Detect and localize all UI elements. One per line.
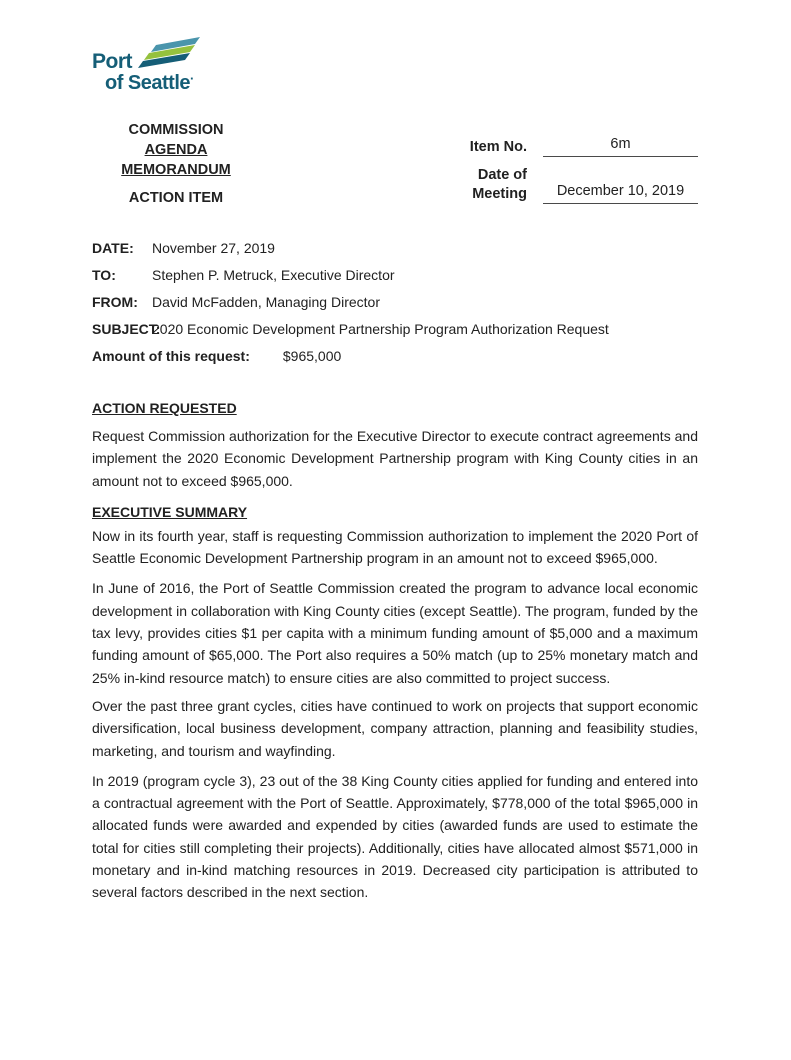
- date-of-meeting-value: December 10, 2019: [543, 183, 698, 204]
- paragraph: Now in its fourth year, staff is requesting Commission authorization to implement the 2020 Port of Seattle Economic Development Partnership program in an amount not to exceed $965,000.: [92, 527, 698, 567]
- memo-field-label: DATE:: [92, 240, 134, 256]
- logo-text-of-seattle-label: of Seattle: [105, 72, 191, 94]
- item-no-value: 6m: [543, 136, 698, 157]
- logo-text-port: Port: [92, 50, 132, 73]
- section-heading-action-requested: [92, 397, 698, 419]
- commission-title: COMMISSION: [128, 122, 224, 138]
- memo-field-value: David McFadden, Managing Director: [152, 294, 380, 310]
- paragraph: Over the past three grant cycles, cities have continued to work on projects that support economic diversification, local business development, company attraction, planning and feasibility studies, marketing, and tourism and wayfinding.: [92, 697, 698, 759]
- item-no-row: [420, 136, 698, 157]
- memo-field-label: Amount of this request:: [92, 348, 250, 364]
- item-no-label: Item No.: [469, 139, 527, 155]
- section-heading-text: EXECUTIVE SUMMARY: [92, 503, 248, 520]
- memo-header: [92, 120, 698, 213]
- memo-field-value: 2020 Economic Development Partnership Program Authorization Request: [152, 321, 609, 337]
- date-of-meeting-row: [420, 166, 698, 204]
- memo-field-value: November 27, 2019: [152, 240, 275, 256]
- memo-field-value: Stephen P. Metruck, Executive Director: [152, 267, 395, 283]
- memo-field-value: $965,000: [282, 348, 342, 364]
- memo-field-row-subject: [92, 318, 698, 340]
- memo-title-block: [92, 120, 260, 213]
- memo-field-row-to: [92, 264, 698, 286]
- memo-field-label: FROM:: [92, 294, 138, 310]
- memo-field-label: SUBJECT:: [92, 321, 161, 337]
- port-of-seattle-flag-icon: [134, 36, 204, 72]
- paragraph: In 2019 (program cycle 3), 23 out of the 38 King County cities applied for funding and entered into a contractual agreement with the Port of Seattle. Approximately, $778,000 of the total $965,000 in allocated funds were awarded and expended by cities (awarded funds are used to estimate the total for cities still completing their projects). Additionally, cities have allocated almost $571,000 in monetary and in-kind matching resources in 2019. Decreased city participation is attributed to several factors described in the next section.: [92, 772, 698, 901]
- agenda-memorandum-title: AGENDA MEMORANDUM: [121, 142, 231, 178]
- port-of-seattle-logo: [92, 36, 232, 94]
- memo-page: [0, 36, 791, 1060]
- memo-field-row-from: [92, 291, 698, 313]
- paragraph: Request Commission authorization for the Executive Director to execute contract agreements and implement the 2020 Economic Development Partnership program with King County cities in an amount not to exceed $965,000.: [92, 428, 698, 489]
- section-heading-text: ACTION REQUESTED: [92, 400, 237, 416]
- logo-text-of-seattle: [105, 71, 194, 95]
- date-of-meeting-label: Date of Meeting: [472, 167, 527, 202]
- section-heading-executive-summary: [92, 501, 698, 523]
- memo-field-row-amount: [92, 345, 698, 367]
- memo-meta-block: [420, 136, 698, 213]
- action-item-label: ACTION ITEM: [128, 190, 224, 206]
- paragraph: In June of 2016, the Port of Seattle Commission created the program to advance local economic development in collaboration with King County cities (except Seattle). The program, funded by the tax levy, provides cities $1 per capita with a minimum funding amount of $5,000 and a maximum funding amount of $65,000. The Port also requires a 50% match (up to 25% monetary match and 25% in-kind resource match) to ensure cities are also committed to project success.: [92, 580, 698, 686]
- memo-field-label: TO:: [92, 267, 116, 283]
- logo-trademark-dot: ·: [190, 71, 194, 86]
- memo-field-row-date: [92, 237, 698, 259]
- memo-fields: [92, 237, 698, 367]
